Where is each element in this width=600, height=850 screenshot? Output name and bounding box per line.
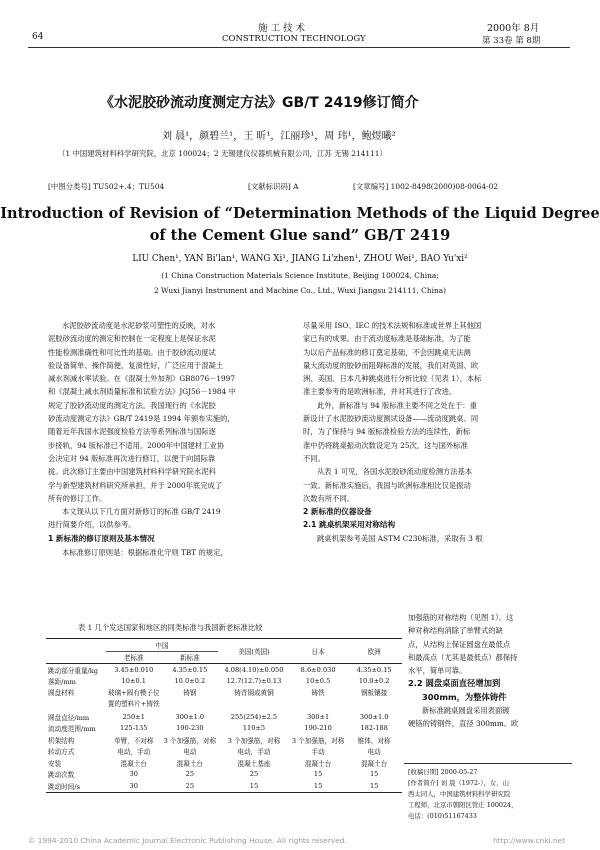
left-column-intro <box>48 319 236 559</box>
paragraph-line: 次数有所不同。 <box>303 493 355 503</box>
paragraph-line: 本文现从以下几方面对新修订的标准 GB/T 2419 <box>62 507 221 517</box>
table-row <box>46 734 402 746</box>
table-cell: 3 个加强筋，对称 <box>227 736 281 745</box>
section-2-2-heading-cont: 300mm，为整体铸件 <box>422 691 507 702</box>
affiliation-en-1: (1 China Construction Materials Science Institute, Beijing 100024, China; <box>161 271 439 280</box>
table-cell: 25 <box>249 770 259 779</box>
table-row-label: 圆盘直径/mm <box>48 713 90 722</box>
paragraph-line: 加强筋的对称结构（见图 1）。这 <box>408 613 514 622</box>
table-cell: 15 <box>313 770 323 779</box>
table-row <box>46 746 402 758</box>
comparison-table <box>46 638 402 793</box>
table-row <box>46 757 402 769</box>
table-row-label: 转动方式 <box>48 748 75 757</box>
paragraph-line: 会决定对 94 版标准再次进行修订，以便于向国际靠 <box>48 453 216 463</box>
paragraph-line: 尽量采用 ISO、IEC 的技术法规和标准或世界上其他国 <box>303 321 482 330</box>
paragraph-line: 砂流动度测定方法》GB/T 2419是 1994 年颁布实施的， <box>48 414 235 424</box>
table-cell: 混凝土台 <box>360 759 388 768</box>
paragraph-line: 家已有的成果。由于流动度标准是基础标准，为了能 <box>303 334 471 344</box>
section-2-1-heading: 2.1 跳桌机架采用对称结构 <box>303 520 396 530</box>
paragraph-line: 准中仍将跳桌振动次数设定为 25次，这与国外标准 <box>303 440 468 450</box>
paragraph-line: 水平，简单可靠。 <box>408 666 467 676</box>
paragraph-line: 一致。新标准实施后，我国与欧洲标准相比仅是振动 <box>303 480 471 490</box>
author-info <box>408 767 518 822</box>
table-cell: 10±0.5 <box>305 677 331 686</box>
paragraph-line: 从表 1 可见，各国水泥胶砂流动度检测方法基本 <box>317 467 473 477</box>
table-row-label: 安装 <box>48 759 62 768</box>
table-cell: 4.35±0.15 <box>356 665 392 674</box>
table-cell: 15 <box>369 770 379 779</box>
cnki-link[interactable]: http://www.cnki.net <box>493 836 566 845</box>
article-number: [文章编号] 1002-8498(2000)08-0064-02 <box>353 182 498 191</box>
authors-cn: 刘 晨¹，颜碧兰¹，王 昕¹，江丽珍¹，周 玮¹，鲍煜曦² <box>162 131 396 142</box>
table-cell: 3 个加强筋，对称 <box>163 736 217 745</box>
paragraph-line: 和最高点（尤其是最低点）都保持 <box>408 652 518 662</box>
table-cell: 15 <box>249 781 259 790</box>
table-cell: 255(254)±2.5 <box>230 712 278 721</box>
table-cell: 300±1.0 <box>359 712 389 721</box>
table-cell: 12.7(12.7)±0.13 <box>226 677 282 686</box>
table-header: 老标准 <box>123 654 144 663</box>
paragraph-line: 学与新型建筑材料研究所承担，并于 2000年底完成了 <box>48 480 223 490</box>
paragraph-line: 随着近年我国水泥强度检验方法等系列标准与国际逐 <box>48 427 216 437</box>
paragraph-line: 洲、美国、日本几种跳桌进行分析比较（见表 1）。本标 <box>303 374 482 384</box>
paragraph-line: 新标准跳桌圆盘采用表面镀 <box>422 706 510 716</box>
table-row-label: 跳动部分重量/kg <box>48 666 99 675</box>
section-2-2-heading: 2.2 圆盘桌面直径增加到 <box>408 678 501 689</box>
table-row <box>46 780 402 792</box>
table-row-label: 流动度范围/mm <box>48 725 96 734</box>
table-cell: 10.0±0.2 <box>358 677 390 686</box>
paragraph-line: 跳桌机架参考美国 ASTM C230标准，采取有 3 根 <box>317 533 483 543</box>
table-row-label: 跳动次数 <box>48 771 75 780</box>
table-cell: 190-210 <box>304 724 332 733</box>
table-cell: 10±0.1 <box>121 677 146 686</box>
paragraph-line: 点，从结构上保证圆盘在最低点 <box>408 639 511 649</box>
table-cell: 190-230 <box>176 724 204 733</box>
table-cell: 10.0±0.2 <box>174 677 206 686</box>
table-cell: 混凝土台 <box>120 759 147 768</box>
paragraph-line: 泥胶砂流动度的测定和控制在一定程度上是保证水泥 <box>48 334 216 344</box>
table-cell: 3.45±0.010 <box>114 665 154 674</box>
volume-issue: 第 33卷 第 8期 <box>482 36 541 46</box>
table-caption: 表 1 几个发达国家和地区的同类标准与我国新老标准比较 <box>78 623 263 632</box>
table-row-label: 机架结构 <box>48 736 75 745</box>
table-cell: 电动 <box>367 748 381 757</box>
table-cell: 锥体，对称 <box>357 736 391 745</box>
page-number: 64 <box>32 32 44 42</box>
paragraph-line: 本标准修订原则是：根据标准化守则 TBT 的规定， <box>62 547 228 557</box>
table-row <box>46 687 402 711</box>
issue-date: 2000年 8月 <box>487 23 540 34</box>
table-cell: 电动 <box>183 748 197 757</box>
table-cell: 125-135 <box>120 724 148 733</box>
table-group-header: 中国 <box>106 639 218 652</box>
author-bio: 工程师，北京市朝阳区管庄 100024， <box>408 801 518 809</box>
paragraph-line: 新设计了水泥胶砂流动度测试设备——流动度跳桌。同 <box>303 414 479 424</box>
header-rule <box>28 47 570 48</box>
table-row-label: 跳动时间/s <box>48 782 80 791</box>
paragraph-line: 种对称结构消除了单臂式的缺 <box>408 626 503 636</box>
table-cell: 单臂，不对称 <box>113 736 154 745</box>
paragraph-line: 拢。此次修订主要由中国建筑材料科学研究院水泥科 <box>48 467 216 477</box>
authors-en: LIU Chen¹, YAN Bi'lan¹, WANG Xi¹, JIANG Li'zhen¹, ZHOU Wei¹, BAO Yu'xi² <box>132 254 468 264</box>
right-column-text <box>303 319 483 545</box>
affiliations-cn: （1 中国建筑材料科学研究院，北京 100024；2 无锡建仪仪器机械有限公司，江苏 无锡 214111） <box>58 149 387 158</box>
table-cell: 混凝土台 <box>304 759 332 768</box>
article-title-en-line2: of the Cement Glue sand” GB/T 2419 <box>149 227 451 244</box>
article-title-en-line1: Introduction of Revision of “Determination Methods of the Liquid Degree <box>0 205 600 222</box>
section-2-heading: 2 新标准的仪器设备 <box>303 507 372 517</box>
table-cell: 电动，手动 <box>117 748 151 757</box>
table-cell: 3 个加强筋，对称 <box>291 736 345 745</box>
author-bio: 西太同人，中国建筑材料科学研究院 <box>408 790 511 798</box>
received-date: [收稿日期] 2000-05-27 <box>408 768 478 776</box>
table-cell: 4.08(4.10)±0.050 <box>224 665 284 674</box>
table-row <box>46 723 402 735</box>
table-cell: 铸青铜或黄铜 <box>234 689 274 697</box>
clc-number: [中图分类号] TU502+.4；TU504 <box>48 182 165 191</box>
table-header: 欧洲 <box>367 648 381 656</box>
table-cell: 25 <box>185 781 195 790</box>
right-narrow-column <box>408 611 518 731</box>
paragraph-line: 性能检测准确性和可比性的基础。由于胶砂流动度试 <box>48 347 216 357</box>
table-cell: 250±1 <box>122 712 145 721</box>
table-cell: 4.35±0.15 <box>172 665 208 674</box>
document-code: [文献标识码] A <box>248 182 299 191</box>
table-cell: 8.6±0.030 <box>300 665 336 674</box>
table-cell: 300±1 <box>306 712 330 721</box>
paragraph-line: 量大流动度的胶砂而阻碍标准的发展，我们对英国、欧 <box>303 360 479 370</box>
table-cell: 混凝土台 <box>176 759 204 768</box>
table-cell: 25 <box>185 770 195 779</box>
table-cell: 混凝土基座 <box>237 759 271 768</box>
table-header: 日本 <box>311 648 325 656</box>
paragraph-line: 不同。 <box>303 453 325 463</box>
table-corner <box>46 639 106 652</box>
paragraph-line: 时，为了保持与 94 版标准检验方法的连续性，新标 <box>303 427 471 437</box>
section-1-heading: 1 新标准的修订原则及基本情况 <box>48 533 155 543</box>
table-cell: 300±1.0 <box>175 712 205 721</box>
table-cell: 182-188 <box>360 724 388 733</box>
author-info-rule <box>404 763 572 764</box>
table-row-label: 落距/mm <box>48 678 76 687</box>
paragraph-line: 硬铬的铸钢件，直径 300mm。欧 <box>408 719 519 729</box>
table-cell: 手动 <box>311 748 325 757</box>
table-cell: 30 <box>129 770 138 779</box>
table-cell: 钢板镶接 <box>360 689 388 697</box>
journal-name-cn: 施 工 技 术 <box>258 23 306 34</box>
table-row <box>46 676 402 688</box>
table-row-label: 圆盘材料 <box>48 689 75 697</box>
table-cell: 15 <box>369 781 379 790</box>
table-row <box>46 711 402 723</box>
table-cell: 玻璃+圆有模子位置的塑料片+铸铁 <box>107 689 160 708</box>
paragraph-line: 步接轨，94 版标准已不适用。2000年中国建材工业协 <box>48 440 225 450</box>
paragraph-line: 减水剂减水率试验。在《混凝土外加剂》GB8076－1997 <box>48 374 235 384</box>
table-row <box>46 664 402 676</box>
table-corner <box>46 651 106 664</box>
table-cell: 电动，手动 <box>237 748 271 757</box>
article-title-cn: 《水泥胶砂流动度测定方法》GB/T 2419修订简介 <box>100 95 419 111</box>
table-header: 新标准 <box>179 654 200 663</box>
affiliation-en-2: 2 Wuxi Jianyi Instrument and Machine Co., Ltd., Wuxi Jiangsu 214111, China) <box>153 286 446 295</box>
paragraph-line: 规定了胶砂流动度的测定方法。我国现行的《水泥胶 <box>48 400 216 410</box>
paragraph-line: 为以后产品标准的修订奠定基础，不会因跳桌无法测 <box>303 347 471 357</box>
paragraph-line: 水泥胶砂流动度是水泥砂浆可塑性的反映，对水 <box>62 321 216 330</box>
paragraph-line: 准主要参考的是欧洲标准，并对其进行了改进。 <box>303 387 457 397</box>
paragraph-line: 和《混凝土减水剂质量标准和试验方法》JGJ56－1984 中 <box>48 387 236 397</box>
table-cell: 30 <box>129 781 138 790</box>
paragraph-line: 此外，新标准与 94 版标准主要不同之处在于：重 <box>317 400 477 410</box>
paragraph-line: 进行简要介绍，以供参考。 <box>48 520 136 530</box>
copyright-footer: © 1994-2010 China Academic Journal Electronic Publishing House. All rights reserved. <box>28 836 347 845</box>
table-cell: 铸钢 <box>183 689 197 697</box>
paragraph-line: 验设备简单、操作简便、复演性好，广泛应用于混凝土 <box>48 360 224 370</box>
table-row <box>46 769 402 781</box>
table-cell: 110±5 <box>242 724 266 733</box>
author-bio: [作者简介] 刘 晨（1972-），女，山 <box>408 779 509 787</box>
paragraph-line: 所有的修订工作。 <box>48 493 107 503</box>
table-cell: 铸铁 <box>311 689 325 697</box>
table-header: 美国(英国) <box>238 648 270 656</box>
journal-name-en: CONSTRUCTION TECHNOLOGY <box>222 34 366 44</box>
author-bio: 电话：(010)51167433 <box>408 812 477 820</box>
table-cell: 15 <box>313 781 323 790</box>
